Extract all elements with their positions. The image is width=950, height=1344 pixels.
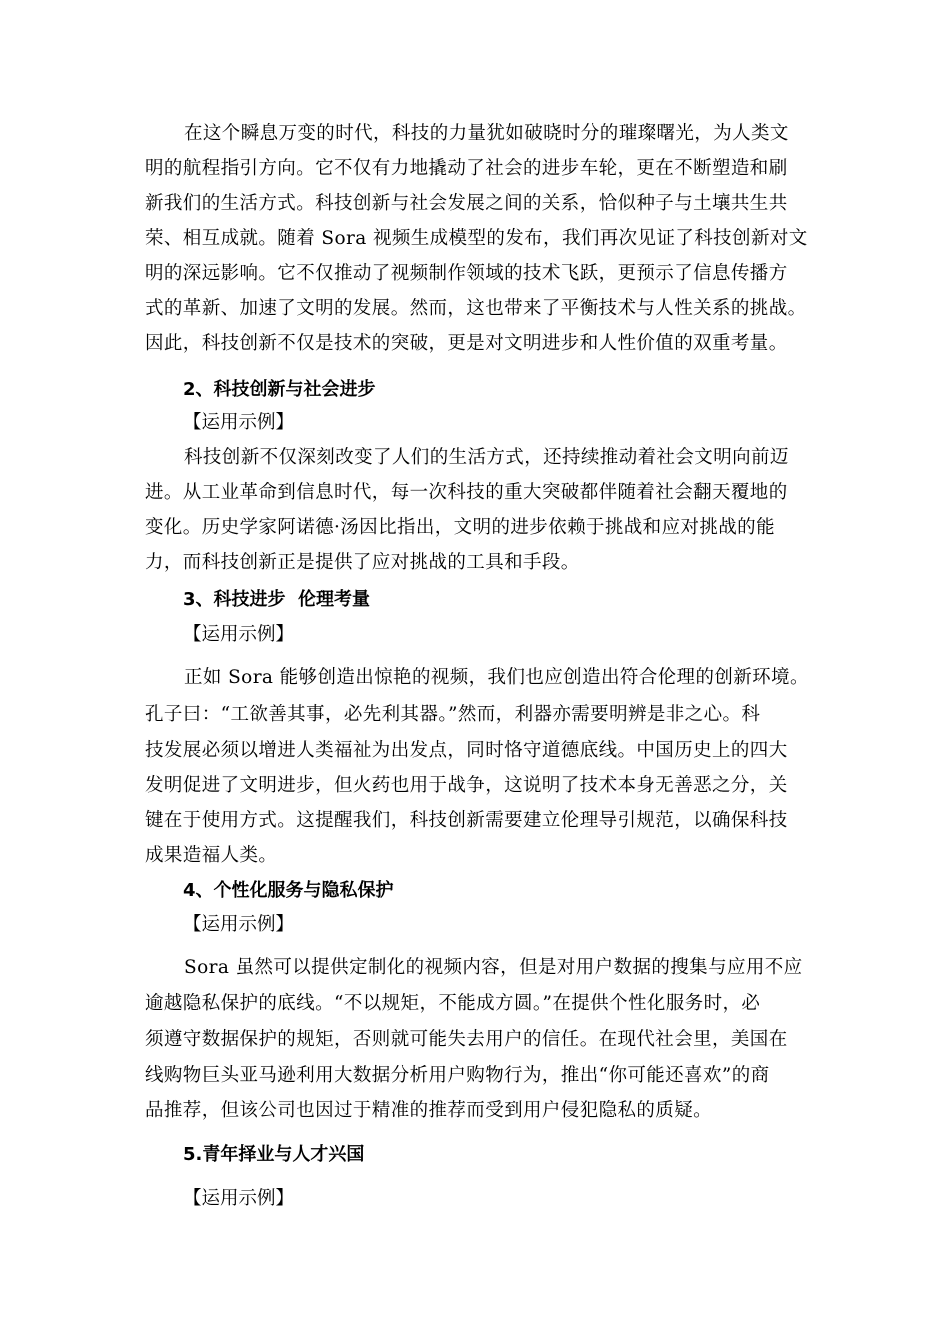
paragraph-line: 新我们的生活方式。科技创新与社会发展之间的关系，恰似种子与土壤共生共 — [145, 193, 788, 214]
paragraph-line: 式的革新、加速了文明的发展。然而，这也带来了平衡技术与人性关系的挑战。 — [145, 298, 807, 319]
paragraph-line: 孔子曰：“工欲善其事，必先利其器。”然而，利器亦需要明辨是非之心。科 — [145, 704, 761, 725]
paragraph-line: 品推荐，但该公司也因过于精准的推荐而受到用户侵犯隐私的质疑。 — [145, 1100, 713, 1121]
paragraph-line: Sora 虽然可以提供定制化的视频内容，但是对用户数据的搜集与应用不应 — [184, 957, 803, 978]
paragraph-line: 线购物巨头亚马逊利用大数据分析用户购物行为，推出“你可能还喜欢”的商 — [145, 1065, 770, 1086]
paragraph-line: 成果造福人类。 — [145, 845, 278, 866]
example-label: 【运用示例】 — [183, 1188, 295, 1209]
example-label: 【运用示例】 — [183, 412, 295, 433]
paragraph-line: 因此，科技创新不仅是技术的突破，更是对文明进步和人性价值的双重考量。 — [145, 333, 788, 354]
paragraph-line: 力，而科技创新正是提供了应对挑战的工具和手段。 — [145, 552, 580, 573]
paragraph-line: 须遵守数据保护的规矩，否则就可能失去用户的信任。在现代社会里，美国在 — [145, 1029, 788, 1050]
paragraph-line: 变化。历史学家阿诺德·汤因比指出，文明的进步依赖于挑战和应对挑战的能 — [145, 517, 775, 538]
paragraph-line: 荣、相互成就。随着 Sora 视频生成模型的发布，我们再次见证了科技创新对文 — [145, 228, 808, 249]
paragraph-line: 正如 Sora 能够创造出惊艳的视频，我们也应创造出符合伦理的创新环境。 — [184, 667, 809, 688]
paragraph-line: 明的航程指引方向。它不仅有力地撬动了社会的进步车轮，更在不断塑造和刷 — [145, 158, 788, 179]
section-heading: 4、个性化服务与隐私保护 — [183, 880, 394, 901]
paragraph-line: 发明促进了文明进步，但火药也用于战争，这说明了技术本身无善恶之分，关 — [145, 775, 788, 796]
section-heading: 5.青年择业与人才兴国 — [183, 1144, 365, 1165]
paragraph-line: 在这个瞬息万变的时代，科技的力量犹如破晓时分的璀璨曙光，为人类文 — [184, 123, 789, 144]
paragraph-line: 技发展必须以增进人类福祉为出发点，同时恪守道德底线。中国历史上的四大 — [145, 740, 788, 761]
section-heading: 3、科技进步 伦理考量 — [183, 589, 371, 610]
paragraph-line: 键在于使用方式。这提醒我们，科技创新需要建立伦理导引规范，以确保科技 — [145, 810, 788, 831]
example-label: 【运用示例】 — [183, 624, 295, 645]
paragraph-line: 明的深远影响。它不仅推动了视频制作领域的技术飞跃，更预示了信息传播方 — [145, 263, 788, 284]
paragraph-line: 逾越隐私保护的底线。“不以规矩，不能成方圆。”在提供个性化服务时，必 — [145, 993, 761, 1014]
paragraph-line: 进。从工业革命到信息时代，每一次科技的重大突破都伴随着社会翻天覆地的 — [145, 482, 788, 503]
paragraph-line: 科技创新不仅深刻改变了人们的生活方式，还持续推动着社会文明向前迈 — [184, 447, 789, 468]
example-label: 【运用示例】 — [183, 914, 295, 935]
section-heading: 2、科技创新与社会进步 — [183, 379, 376, 400]
